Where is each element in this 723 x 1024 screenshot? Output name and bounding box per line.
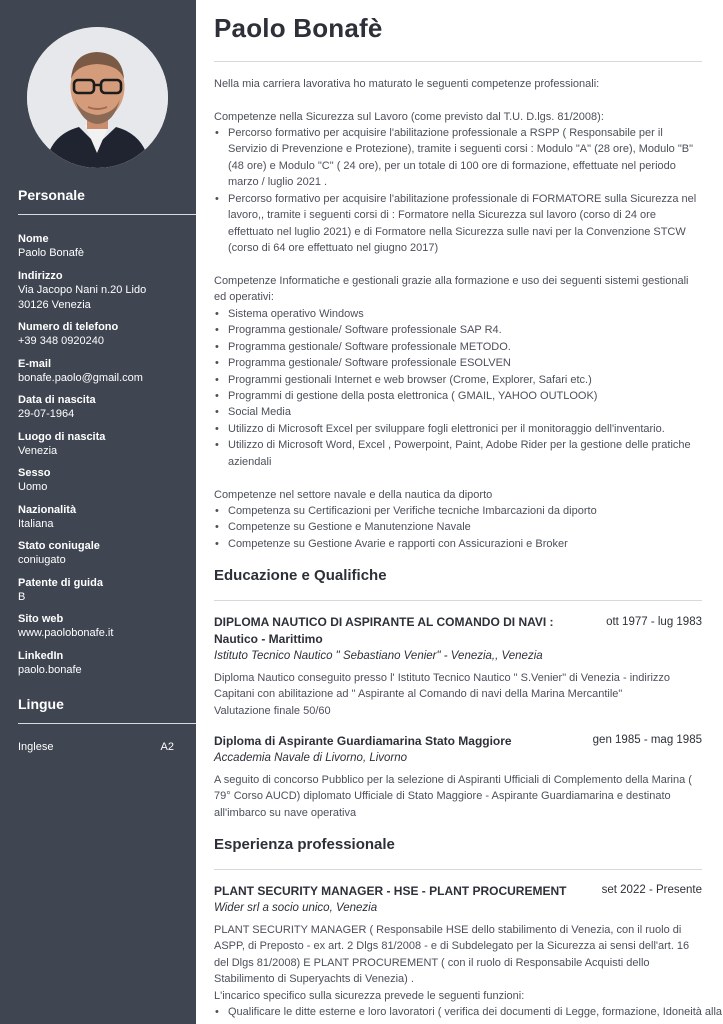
profile-photo (27, 27, 168, 168)
email-link[interactable]: bonafe.paolo@gmail.com (18, 371, 143, 384)
divider (18, 723, 196, 724)
list-item: • Utilizzo di Microsoft Excel per sviluppare fogli elettronici per il monitoraggio dell'inventario. (214, 421, 702, 437)
description-text: Diploma Nautico conseguito presso l' Istituto Tecnico Nautico " S.Venier" di Venezia - indirizzo Capitani con abilitazione ad " Aspirante al Comando di navi della Marina Mercantile" (214, 672, 671, 701)
education-heading: Educazione e Qualifiche (214, 567, 387, 584)
list-item: • Competenza su Certificazioni per Verifiche tecniche Imbarcazioni da diporto (214, 503, 702, 519)
field-label: Luogo di nascita (18, 430, 106, 443)
list-item: • Programmi di gestione della posta elettronica ( GMAIL, YAHOO OUTLOOK) (214, 388, 702, 404)
field-value: Venezia (18, 444, 58, 457)
experience-date: set 2022 - Presente (601, 884, 702, 896)
field-name (18, 232, 188, 269)
experience-heading: Esperienza professionale (214, 836, 395, 853)
list-item: • Programma gestionale/ Software professionale ESOLVEN (214, 355, 702, 371)
field-label: Sesso (18, 467, 51, 479)
field-value: 30126 Venezia (18, 298, 91, 311)
list-item: • Percorso formativo per acquisire l'abilitazione professionale di FORMATORE sulla Sicurezza nel lavoro,, tramite i seguenti corsi di : Formatore nella Sicurezza sul lavoro (corso di 24 ore effettuato nel luglio 2021) e di Formatore nella Sicurezza sulle navi per la Convenzione STCW (corso di 64 ore effettuato nel giugno 2017) (214, 191, 702, 257)
education-institution: Istituto Tecnico Nautico " Sebastiano Venier" - Venezia,, Venezia (214, 650, 543, 662)
website-link[interactable]: www.paolobonafe.it (18, 627, 114, 639)
education-description (214, 670, 702, 719)
field-birthplace (18, 430, 188, 467)
list-item: • Competenze su Gestione Avarie e rapporti con Assicurazioni e Broker (214, 536, 702, 552)
page-title: Paolo Bonafè (214, 13, 383, 43)
education-description: A seguito di concorso Pubblico per la selezione di Aspiranti Ufficiali di Complemento della Marina ( 79° Corso AUCD) diplomato Ufficiale di Stato Maggiore - Aspirante Guardiamarina e destinato all'imbarco su nave operativa (214, 774, 692, 819)
field-value: Uomo (18, 481, 48, 493)
language-row (18, 741, 174, 753)
it-heading: Competenze Informatiche e gestionali grazie alla formazione e uso dei seguenti sistemi gestionali ed operativi: (214, 275, 689, 304)
it-list (214, 306, 702, 470)
field-label: LinkedIn (18, 649, 64, 662)
field-label: Numero di telefono (18, 321, 119, 333)
language-level: A2 (160, 741, 174, 753)
field-value: 29-07-1964 (18, 408, 75, 420)
field-value: B (18, 590, 26, 603)
list-item: • Programmi gestionali Internet e web browser (Crome, Explorer, Safari etc.) (214, 372, 702, 388)
description-text: Valutazione finale 50/60 (214, 704, 331, 717)
field-value: coniugato (18, 554, 66, 566)
safety-list (214, 191, 702, 257)
field-label: Patente di guida (18, 576, 103, 589)
list-item: • Programma gestionale/ Software professionale METODO. (214, 339, 702, 355)
experience-company: Wider srl a socio unico, Venezia (214, 902, 378, 914)
functions-list (214, 1004, 723, 1020)
list-item: • Percorso formativo per acquisire l'abilitazione professionale a RSPP ( Responsabile per il Servizio di Prevenzione e Protezione), tramite i seguenti corsi : Modulo "A" (28 ore), Modulo "B" (48 ore) e Modulo "C" ( 24 ore), per un totale di 100 ore di formazione, effettuate nel periodo marzo / luglio 2021 . (214, 125, 702, 191)
education-date: gen 1985 - mag 1985 (592, 734, 702, 746)
list-item: • Programma gestionale/ Software professionale SAP R4. (214, 322, 702, 338)
personal-heading: Personale (18, 187, 85, 203)
language-name: Inglese (18, 741, 54, 753)
education-date: ott 1977 - lug 1983 (606, 616, 702, 628)
education-institution: Accademia Navale di Livorno, Livorno (214, 752, 408, 764)
field-address (18, 269, 188, 321)
avatar (27, 27, 168, 168)
list-item: • Utilizzo di Microsoft Word, Excel , Powerpoint, Paint, Adobe Rider per la gestione delle pratiche aziendali (214, 437, 702, 470)
divider (214, 869, 702, 870)
divider (214, 600, 702, 601)
list-item: • Social Media (214, 404, 702, 420)
functions-intro: L'incarico specifico sulla sicurezza prevede le seguenti funzioni: (214, 990, 525, 1002)
field-label: Indirizzo (18, 269, 63, 282)
field-label: Stato coniugale (18, 540, 100, 552)
education-title: DIPLOMA NAUTICO DI ASPIRANTE AL COMANDO DI NAVI : Nautico - Marittimo (214, 615, 554, 646)
field-email (18, 357, 188, 394)
field-label: Data di nascita (18, 394, 96, 406)
field-phone (18, 320, 188, 357)
field-linkedin (18, 649, 188, 686)
divider (18, 214, 196, 215)
field-sex (18, 466, 188, 503)
experience-description: PLANT SECURITY MANAGER ( Responsabile HSE dello stabilimento di Venezia, con il ruolo di ASPP, di Preposto - ex art. 2 Dlgs 81/2008 - e di Subdelegato per la Sicurezza ai sensi dell'art. 16 del Dlgs 81/2008) E PLANT PROCUREMENT ( con il ruolo di Responsabile Acquisti dello Stabilimento di Superyachts di Venezia) . (214, 924, 690, 986)
field-website (18, 612, 188, 649)
personal-fields (18, 232, 188, 685)
list-item: • Sistema operativo Windows (214, 306, 702, 322)
field-license (18, 576, 188, 613)
field-label: Nazionalità (18, 503, 77, 516)
sidebar (0, 0, 196, 1024)
field-marital-status (18, 539, 188, 576)
languages-heading: Lingue (18, 696, 64, 712)
field-value: Via Jacopo Nani n.20 Lido (18, 283, 147, 296)
field-label: E-mail (18, 357, 52, 370)
field-value: +39 348 0920240 (18, 335, 104, 347)
linkedin-link[interactable]: paolo.bonafe (18, 663, 82, 676)
safety-heading: Competenze nella Sicurezza sul Lavoro (come previsto dal T.U. D.lgs. 81/2008): (214, 111, 604, 123)
field-nationality (18, 503, 188, 540)
naval-heading: Competenze nel settore navale e della nautica da diporto (214, 489, 493, 501)
field-birthdate (18, 393, 188, 430)
field-label: Nome (18, 233, 49, 245)
profile-intro: Nella mia carriera lavorativa ho maturato le seguenti competenze professionali: (214, 78, 600, 90)
field-value: Italiana (18, 517, 54, 530)
experience-title: PLANT SECURITY MANAGER - HSE - PLANT PROCUREMENT (214, 884, 567, 898)
field-label: Sito web (18, 613, 64, 625)
divider (214, 61, 702, 62)
safety-list (214, 125, 702, 191)
naval-list (214, 503, 702, 552)
education-title: Diploma di Aspirante Guardiamarina Stato Maggiore (214, 734, 512, 748)
field-value: Paolo Bonafè (18, 247, 85, 259)
list-item: • Qualificare le ditte esterne e loro lavoratori ( verifica dei documenti di Legge, formazione, Idoneità alla (214, 1004, 702, 1020)
list-item: • Competenze su Gestione e Manutenzione Navale (214, 519, 702, 535)
